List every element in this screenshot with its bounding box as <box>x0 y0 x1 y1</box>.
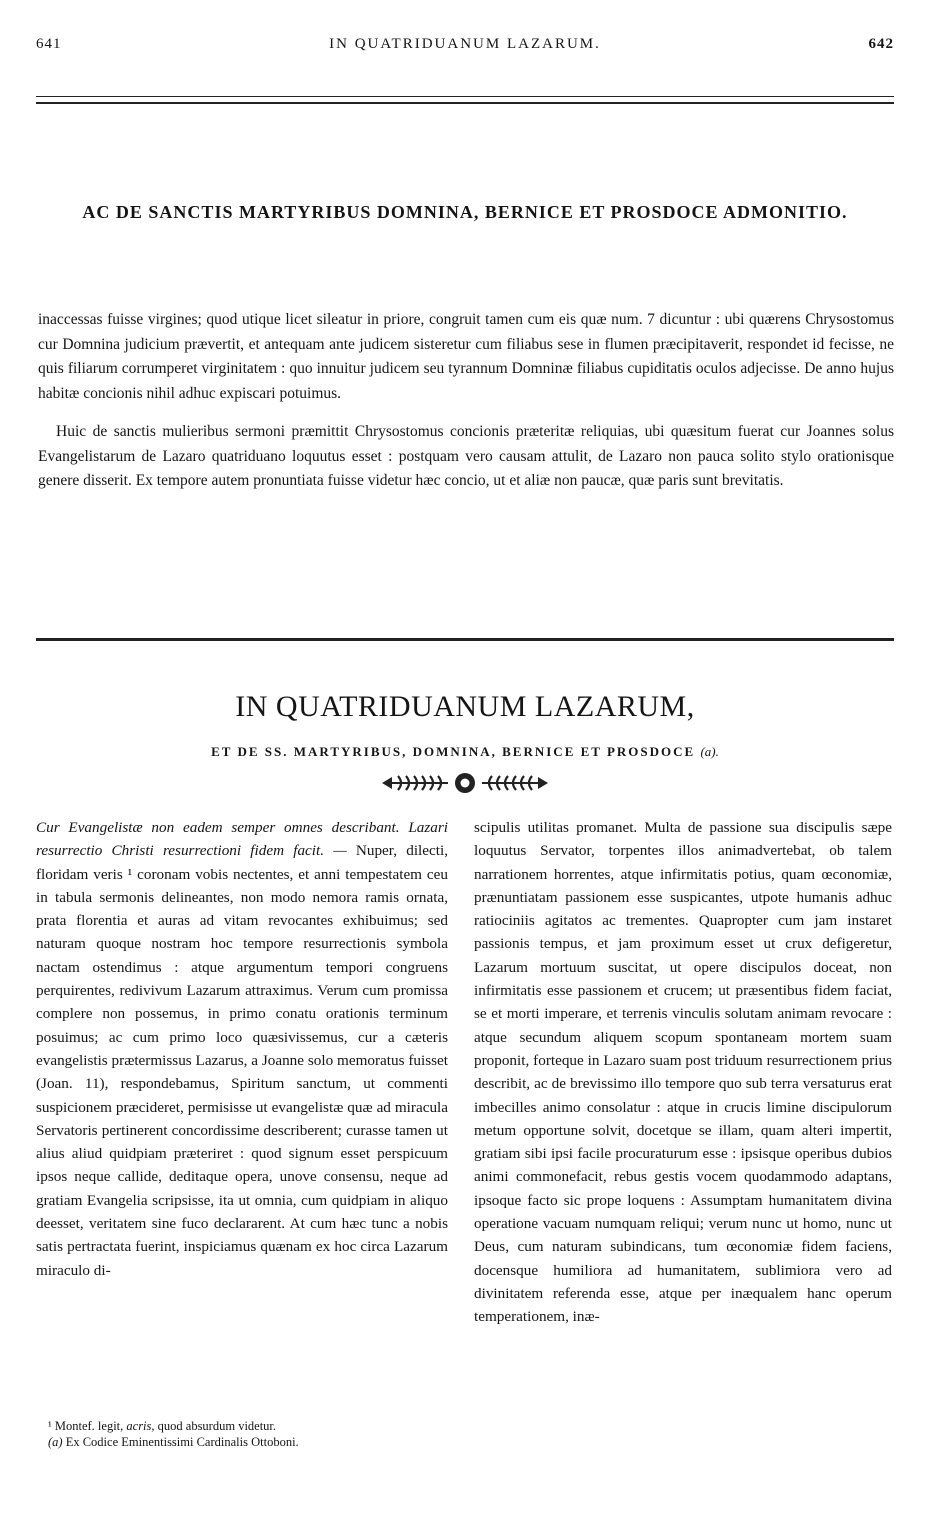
footnotes <box>48 1418 448 1450</box>
header-rule <box>36 96 894 104</box>
running-title: IN QUATRIDUANUM LAZARUM. <box>329 36 601 52</box>
sermon-summary: Cur Evangelistæ non eadem semper omnes describant. Lazari resurrectio Christi resurrectioni fidem facit. — <box>36 819 448 860</box>
footnote-1-text-b: quod absurdum videtur. <box>157 1419 277 1433</box>
admonitio-body <box>38 308 894 508</box>
ornament-icon <box>380 770 550 796</box>
footnote-1-text-a: Montef. legit, <box>54 1419 124 1433</box>
sermon-text-right: scipulis utilitas promanet. Multa de passione sua discipulis sæpe loquutus Servator, torpentes illos animadvertebat, ob talem narrationem horrentes, atque infirmitatis potius, quam œconomiæ, prænuntiatam passionem esse suspicantes, utpote humanis adhuc ratiociniis agitatos ac trementes. Quapropter cum jam instaret passionis tempus, et jam proximum esset ut crux defigeretur, Lazarum mortuum suscitat, ut opere discipulos doceat, non infirmitatis esse passionem et crucem; ut præsentibus fidem faciat, se et morti imperare, et terrenis vinculis solutam animam revocare : atque secundum aliquem scopum spontaneam mortem suam proponit, forteque in Lazaro suam post triduum resurrectionem prius describit, ac de brevissimo illo tempore quo sub terra versaturus erat imbecilles animo consolatur : atque in crucis limine discipulorum metum opportune solvit, docetque se illam, quam alteri impertit, gratiam sibi ipsi facile procuraturum esse : ipsisque operibus dubios animi commonefacit, rebus gestis vocem quodammodo adaptans, ipsoque facto sic prope loquens : Assumptam humanitatem divina operatione vacuam numquam reliqui; verum nunc ut homo, nunc ut Deus, cum naturam subindicans, tum œconomiæ fidem faciens, docensque humiliora ad humanitatem, sublimiora vero ad divinitatem referenda esse, atque per inæqualem hanc operum temperationem, inæ- <box>474 819 892 1326</box>
footnote-1-italic: acris, <box>126 1419 155 1433</box>
footnote-1-mark: ¹ <box>48 1419 52 1433</box>
sermon-subtitle-text: ET DE SS. MARTYRIBUS, DOMNINA, BERNICE ET PROSDOCE <box>211 744 696 759</box>
section-rule <box>36 638 894 641</box>
page-number-left: 641 <box>36 36 62 52</box>
sermon-title: IN QUATRIDUANUM LAZARUM, <box>235 690 695 723</box>
page-number-right: 642 <box>868 36 894 52</box>
footnote-2-mark: (a) <box>48 1435 63 1449</box>
admonitio-title: AC DE SANCTIS MARTYRIBUS DOMNINA, BERNICE ET PROSDOCE ADMONITIO. <box>82 202 848 222</box>
running-header <box>36 36 894 58</box>
footnote-1 <box>48 1418 448 1434</box>
sermon-column-left <box>36 816 448 1282</box>
footnote-2-text: Ex Codice Eminentissimi Cardinalis Ottoboni. <box>65 1435 299 1449</box>
admonitio-paragraph-1: inaccessas fuisse virgines; quod utique licet sileatur in priore, congruit tamen cum eis quæ num. 7 dicuntur : ubi quærens Chrysostomus cur Domnina judicium prævertit, et antequam ante judicem sisteretur cum filiabus sese in flumen præcipitaverit, respondet id fecisse, ne quis filiarum corrumperet virginitatem : quo innuitur judicem seu tyrannum Domninæ filiabus cupiditatis oculos adjecisse. De anno hujus habitæ concionis nihil adhuc expiscari potuimus. <box>38 311 894 402</box>
sermon-subtitle-note: (a). <box>700 744 719 759</box>
sermon-text-left: Nuper, dilecti, floridam veris ¹ coronam vobis nectentes, et anni tempestatem ceu in tabula sermonis delineantes, non modo nemora ramis ornata, prata florentia et auras ad vitam revocantes exhibuimus; sed naturam quoque nostram hoc tempore resurrectionis symbola nactam ostendimus : atque argumentum tempori congruens perquirentes, redivivum Lazarum attraximus. Verum cum promissa complere non possemus, in primo conatu orationis terminum posuimus; ac cum primo loco quæsivissemus, cur a cæteris evangelistis prætermissus Lazarus, a Joanne solo memoratus fuisset (Joan. 11), respondebamus, Spiritum sanctum, ut commenti suspicionem præcideret, permisisse ut evangelistæ quæ ad miracula Servatoris pertinerent concordissime describerent; curasse tamen ut alius aliud quidpiam præteriret : quod signum esset perspicuum ipsos neque callide, deditaque opera, unove consensu, neque ad gratiam Evangelia scripsisse, ita ut omnia, cum quidpiam in aliquo deesset, veritatem sine fuco declararent. At cum hæc tunc a nobis satis pertractata fuerint, inspiciamus quænam ex hoc circa Lazarum miraculo di- <box>36 842 448 1279</box>
sermon-column-right <box>474 816 892 1329</box>
sermon-subtitle <box>36 744 894 760</box>
admonitio-paragraph-2: Huic de sanctis mulieribus sermoni præmittit Chrysostomus concionis præteritæ reliquias, ubi quæsitum fuerat cur Joannes solus Evangelistarum de Lazaro quatriduano loquutus esset : postquam vero causam attulit, de Lazaro non pauca solito stylo orationisque genere disserit. Ex tempore autem pronuntiata fuisse videtur hæc concio, ut et aliæ non paucæ, quæ paris sunt brevitatis. <box>38 423 894 489</box>
footnote-2 <box>48 1434 448 1450</box>
